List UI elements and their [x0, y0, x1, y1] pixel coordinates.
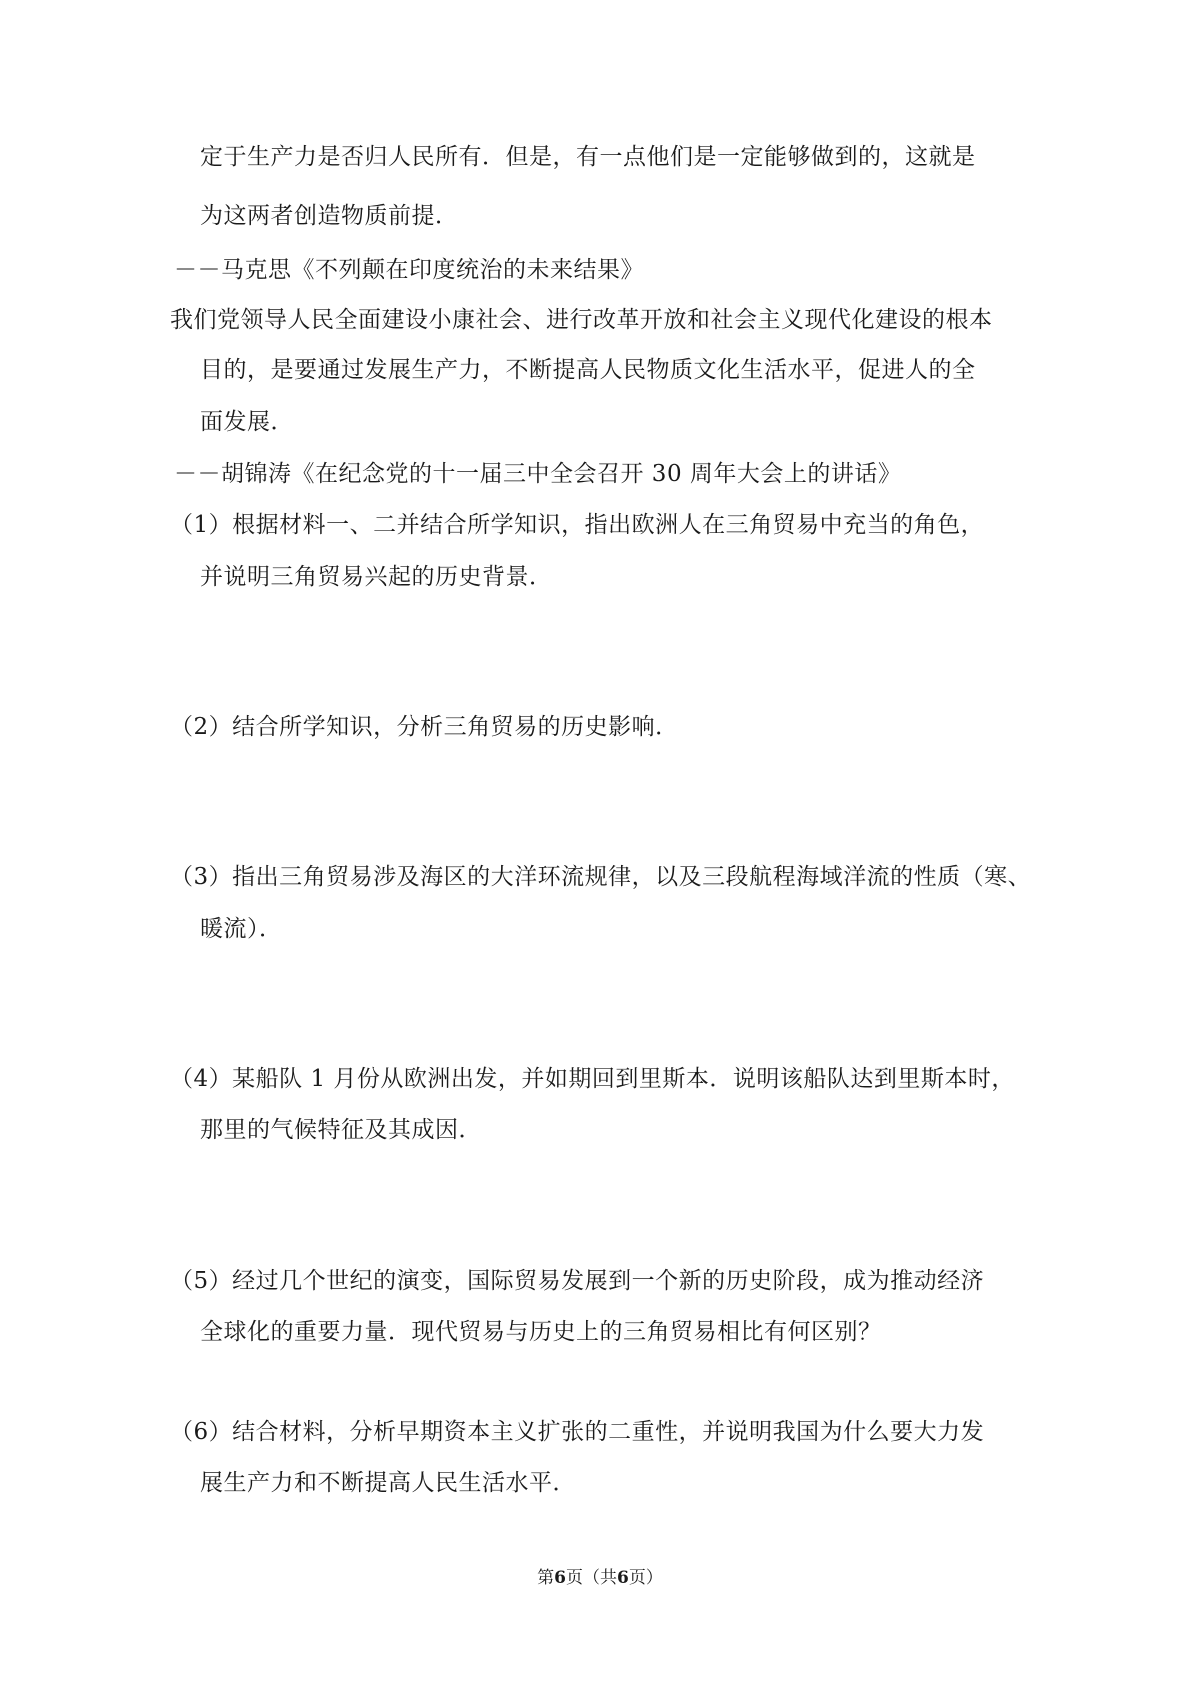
question-4-cont: 那里的气候特征及其成因． [200, 1117, 482, 1143]
text-line: 我们党领导人民全面建设小康社会、进行改革开放和社会主义现代化建设的根本 [170, 307, 993, 333]
footer-page-number: 6 [554, 1568, 566, 1588]
footer-suffix: 页） [628, 1568, 663, 1588]
source-citation: －－胡锦涛《在纪念党的十一届三中全会召开 30 周年大会上的讲话》 [174, 461, 902, 487]
question-5-cont: 全球化的重要力量．现代贸易与历史上的三角贸易相比有何区别？ [200, 1319, 882, 1345]
question-3: （3）指出三角贸易涉及海区的大洋环流规律，以及三段航程海域洋流的性质（寒、 [170, 864, 1032, 890]
question-5: （5）经过几个世纪的演变，国际贸易发展到一个新的历史阶段，成为推动经济 [170, 1268, 985, 1294]
source-citation: －－马克思《不列颠在印度统治的未来结果》 [174, 257, 644, 283]
question-4: （4）某船队 1 月份从欧洲出发，并如期回到里斯本．说明该船队达到里斯本时， [170, 1066, 1015, 1092]
footer-prefix: 第 [537, 1568, 555, 1588]
page-footer [0, 1566, 1200, 1590]
footer-total-pages: 6 [617, 1568, 629, 1588]
text-line: 为这两者创造物质前提． [200, 203, 459, 229]
text-line: 目的，是要通过发展生产力，不断提高人民物质文化生活水平，促进人的全 [200, 357, 976, 383]
question-1-cont: 并说明三角贸易兴起的历史背景． [200, 564, 553, 590]
footer-mid: 页（共 [566, 1568, 617, 1588]
text-line: 面发展． [200, 409, 294, 435]
question-6: （6）结合材料，分析早期资本主义扩张的二重性，并说明我国为什么要大力发 [170, 1419, 985, 1445]
text-line: 定于生产力是否归人民所有．但是，有一点他们是一定能够做到的，这就是 [200, 144, 976, 170]
question-1: （1）根据材料一、二并结合所学知识，指出欧洲人在三角贸易中充当的角色， [170, 512, 985, 538]
question-6-cont: 展生产力和不断提高人民生活水平． [200, 1470, 576, 1496]
question-2: （2）结合所学知识，分析三角贸易的历史影响． [170, 714, 679, 740]
question-3-cont: 暖流）． [200, 916, 283, 942]
